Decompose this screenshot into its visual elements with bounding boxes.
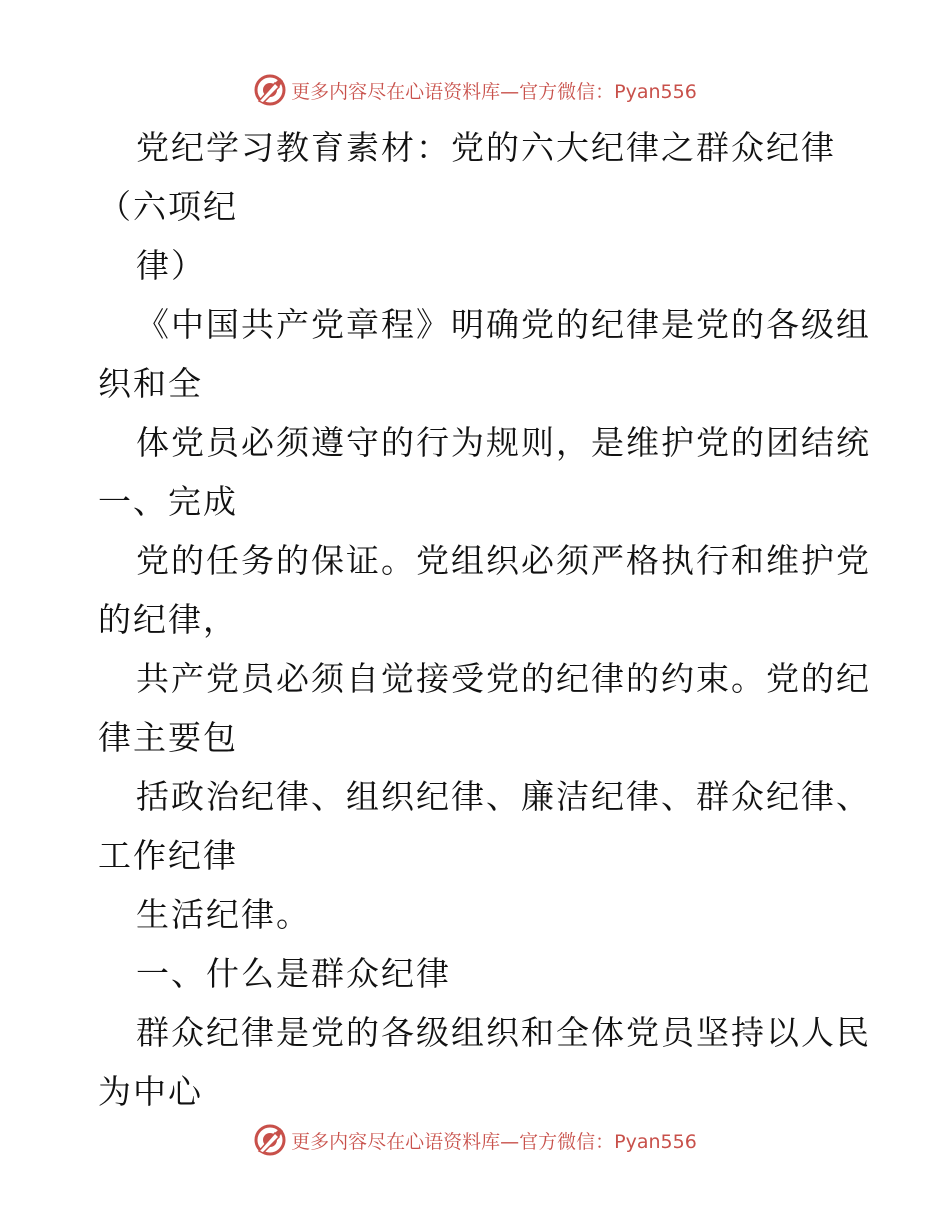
doc-line-17: 为中心: [98, 1072, 203, 1111]
doc-line-13: 工作纪律: [98, 836, 238, 875]
doc-line-12: 括政治纪律、组织纪律、廉洁纪律、群众纪律、: [136, 777, 871, 816]
watermark-text: 更多内容尽在心语资料库—官方微信：Pyan556: [291, 1130, 697, 1153]
watermark-text: 更多内容尽在心语资料库—官方微信：Pyan556: [291, 80, 697, 103]
doc-line-16: 群众纪律是党的各级组织和全体党员坚持以人民: [136, 1013, 871, 1052]
doc-line-3: 律）: [136, 246, 206, 285]
doc-line-6: 体党员必须遵守的行为规则，是维护党的团结统: [136, 423, 871, 462]
header-watermark: [0, 70, 950, 110]
doc-line-1: 党纪学习教育素材：党的六大纪律之群众纪律: [136, 128, 836, 167]
ink-pen-seal-icon: [253, 73, 287, 107]
doc-line-8: 党的任务的保证。党组织必须严格执行和维护党: [136, 541, 871, 580]
doc-line-5: 织和全: [98, 364, 203, 403]
doc-line-7: 一、完成: [98, 482, 238, 521]
doc-line-10: 共产党员必须自觉接受党的纪律的约束。党的纪: [136, 659, 871, 698]
doc-line-4: 《中国共产党章程》明确党的纪律是党的各级组: [136, 305, 871, 344]
doc-line-11: 律主要包: [98, 718, 238, 757]
doc-line-9: 的纪律，: [98, 600, 238, 639]
footer-watermark: [0, 1120, 950, 1160]
document-body: [98, 118, 871, 1121]
doc-line-14: 生活纪律。: [136, 895, 311, 934]
ink-pen-seal-icon: [253, 1123, 287, 1157]
section-heading: 一、什么是群众纪律: [136, 954, 451, 993]
doc-line-2: （六项纪: [98, 187, 238, 226]
